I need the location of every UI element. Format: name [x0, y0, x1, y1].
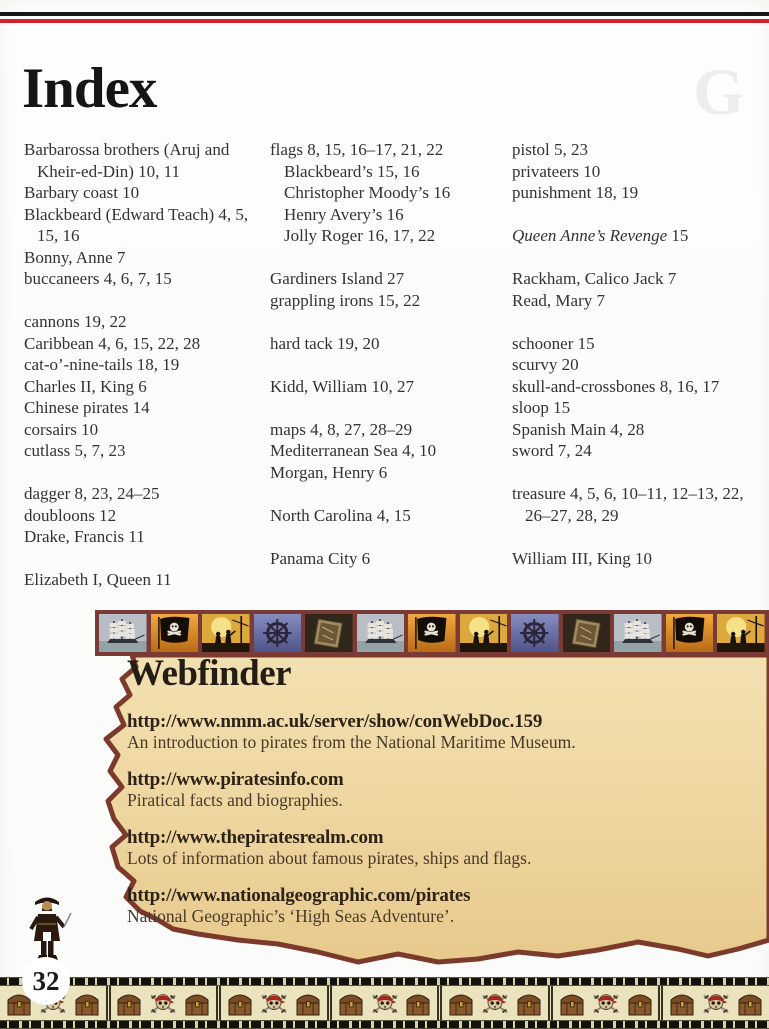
treasure-chest-icon — [114, 989, 144, 1017]
index-group — [24, 311, 250, 462]
index-entry: Charles II, King 6 — [24, 376, 147, 396]
index-entry: corsairs 10 — [24, 419, 99, 439]
border-dash-strip-bottom — [0, 1020, 769, 1029]
border-panel — [553, 986, 664, 1020]
webfinder-url: http://www.nmm.ac.uk/server/show/conWebDoc.159 — [127, 711, 543, 732]
index-group — [24, 483, 250, 548]
border-panel — [663, 986, 769, 1020]
index-entry: Drake, Francis 11 — [24, 527, 145, 546]
skull-crossed-swords-icon — [591, 989, 621, 1017]
treasure-chest-icon — [225, 989, 255, 1017]
index-entry: pistol 5, 23 — [512, 140, 589, 159]
index-entry: Spanish Main 4, 28 — [512, 419, 645, 439]
webfinder-description: Lots of information about famous pirates, ships and flags. — [127, 848, 532, 868]
index-entry: Blackbeard’s 15, 16 — [284, 161, 420, 181]
treasure-map-icon — [305, 614, 353, 652]
index-entry: Morgan, Henry 6 — [270, 462, 388, 482]
webfinder-description: National Geographic’s ‘High Seas Adventure’. — [127, 906, 455, 926]
index-entry: Kidd, William 10, 27 — [270, 376, 414, 396]
treasure-chest-icon — [446, 989, 476, 1017]
webfinder-section — [127, 652, 702, 943]
page-number-badge — [22, 957, 70, 1005]
index-group — [24, 139, 250, 290]
webfinder-entry — [127, 711, 702, 753]
webfinder-description: An introduction to pirates from the National Maritime Museum. — [127, 732, 576, 752]
treasure-chest-icon — [735, 989, 765, 1017]
treasure-chest-icon — [72, 989, 102, 1017]
webfinder-entries — [127, 711, 702, 927]
index-entry: maps 4, 8, 27, 28–29 — [270, 419, 413, 439]
index-group — [512, 139, 762, 204]
index-entry: Rackham, Calico Jack 7 — [512, 269, 677, 288]
index-entry: Caribbean 4, 6, 15, 22, 28 — [24, 333, 201, 353]
index-entry: cat-o’-nine-tails 18, 19 — [24, 355, 180, 374]
treasure-chest-icon — [336, 989, 366, 1017]
webfinder-title: Webfinder — [127, 653, 292, 694]
index-entry: Bonny, Anne 7 — [24, 247, 126, 267]
top-rule-red — [0, 19, 769, 23]
webfinder-url: http://www.thepiratesrealm.com — [127, 827, 384, 848]
index-group — [270, 505, 500, 527]
index-group — [512, 333, 762, 462]
index-entry: Jolly Roger 16, 17, 22 — [284, 226, 436, 245]
index-entry: schooner 15 — [512, 333, 595, 353]
page-title: Index — [22, 57, 157, 120]
index-column-1 — [24, 139, 250, 612]
index-entry: sword 7, 24 — [512, 441, 592, 460]
index-entry: Gardiners Island 27 — [270, 269, 405, 288]
ships-wheel-icon — [511, 614, 559, 652]
top-rule-black — [0, 12, 769, 16]
treasure-chest-icon — [514, 989, 544, 1017]
index-entry: punishment 18, 19 — [512, 183, 639, 202]
index-entry: skull-and-crossbones 8, 16, 17 — [512, 376, 720, 396]
webfinder-entry — [127, 885, 702, 927]
index-group — [270, 376, 500, 398]
index-entry: cannons 19, 22 — [24, 312, 127, 331]
index-group — [270, 333, 500, 355]
index-entry: Elizabeth I, Queen 11 — [24, 570, 172, 589]
index-entry: cutlass 5, 7, 23 — [24, 441, 126, 460]
index-entry: Christopher Moody’s 16 — [284, 183, 451, 202]
index-entry: North Carolina 4, 15 — [270, 505, 411, 525]
bottom-border-row — [0, 986, 769, 1020]
jolly-roger-flag-icon — [408, 614, 456, 652]
index-entry: doubloons 12 — [24, 505, 117, 525]
index-column-2 — [270, 139, 500, 591]
page-number: 32 — [32, 965, 60, 996]
treasure-chest-icon — [403, 989, 433, 1017]
index-entry: Read, Mary 7 — [512, 290, 606, 310]
border-dash-strip-top — [0, 977, 769, 986]
index-entry: hard tack 19, 20 — [270, 333, 380, 353]
index-group — [512, 225, 762, 247]
webfinder-entry — [127, 769, 702, 811]
index-group — [512, 268, 762, 311]
jolly-roger-flag-icon — [666, 614, 714, 652]
skull-crossed-swords-icon — [259, 989, 289, 1017]
index-entry: flags 8, 15, 16–17, 21, 22 — [270, 140, 444, 159]
ships-wheel-icon — [254, 614, 302, 652]
index-group — [24, 569, 250, 591]
index-entry: grappling irons 15, 22 — [270, 290, 421, 310]
bottom-border — [0, 977, 769, 1029]
index-column-3 — [512, 139, 762, 591]
pirate-figure-icon — [22, 891, 72, 967]
treasure-chest-icon — [557, 989, 587, 1017]
border-panel — [221, 986, 332, 1020]
index-entry: privateers 10 — [512, 161, 601, 181]
index-group — [512, 483, 762, 526]
tall-ship-icon — [357, 614, 405, 652]
index-entry: sloop 15 — [512, 398, 571, 417]
pirate-filmstrip — [95, 610, 769, 656]
index-entry: Mediterranean Sea 4, 10 — [270, 441, 437, 460]
pirates-sunset-icon — [202, 614, 250, 652]
webfinder-entry — [127, 827, 702, 869]
tall-ship-icon — [614, 614, 662, 652]
index-entry: Barbary coast 10 — [24, 183, 140, 202]
index-entry: Barbarossa brothers (Aruj and Kheir-ed-Din) 10, 11 — [24, 140, 230, 181]
skull-crossed-swords-icon — [701, 989, 731, 1017]
index-entry: dagger 8, 23, 24–25 — [24, 484, 160, 503]
index-entry: Panama City 6 — [270, 548, 371, 568]
index-group — [270, 268, 500, 311]
tall-ship-icon — [99, 614, 147, 652]
jolly-roger-flag-icon — [151, 614, 199, 652]
index-entry: scurvy 20 — [512, 355, 579, 374]
treasure-chest-icon — [182, 989, 212, 1017]
webfinder-description: Piratical facts and biographies. — [127, 790, 343, 810]
show-through-letter: G — [693, 56, 747, 129]
index-group — [270, 139, 500, 247]
skull-crossed-swords-icon — [480, 989, 510, 1017]
index-group — [270, 548, 500, 570]
webfinder-url: http://www.nationalgeographic.com/pirates — [127, 885, 471, 906]
index-group — [270, 419, 500, 484]
index-entry: treasure 4, 5, 6, 10–11, 12–13, 22, 26–27, 28, 29 — [512, 484, 744, 525]
border-panel — [332, 986, 443, 1020]
index-entry: Henry Avery’s 16 — [284, 204, 404, 224]
treasure-map-icon — [563, 614, 611, 652]
skull-crossed-swords-icon — [370, 989, 400, 1017]
index-entry: Chinese pirates 14 — [24, 398, 150, 417]
pirates-sunset-icon — [717, 614, 765, 652]
treasure-chest-icon — [667, 989, 697, 1017]
index-entry: buccaneers 4, 6, 7, 15 — [24, 269, 172, 288]
webfinder-url: http://www.piratesinfo.com — [127, 769, 344, 790]
index-entry: Blackbeard (Edward Teach) 4, 5, 15, 16 — [24, 204, 249, 245]
pirates-sunset-icon — [460, 614, 508, 652]
treasure-chest-icon — [625, 989, 655, 1017]
index-group — [512, 548, 762, 570]
skull-crossed-swords-icon — [148, 989, 178, 1017]
border-panel — [442, 986, 553, 1020]
border-panel — [111, 986, 222, 1020]
index-entry: William III, King 10 — [512, 548, 653, 568]
treasure-chest-icon — [293, 989, 323, 1017]
index-entry: Queen Anne’s Revenge 15 — [512, 226, 689, 245]
